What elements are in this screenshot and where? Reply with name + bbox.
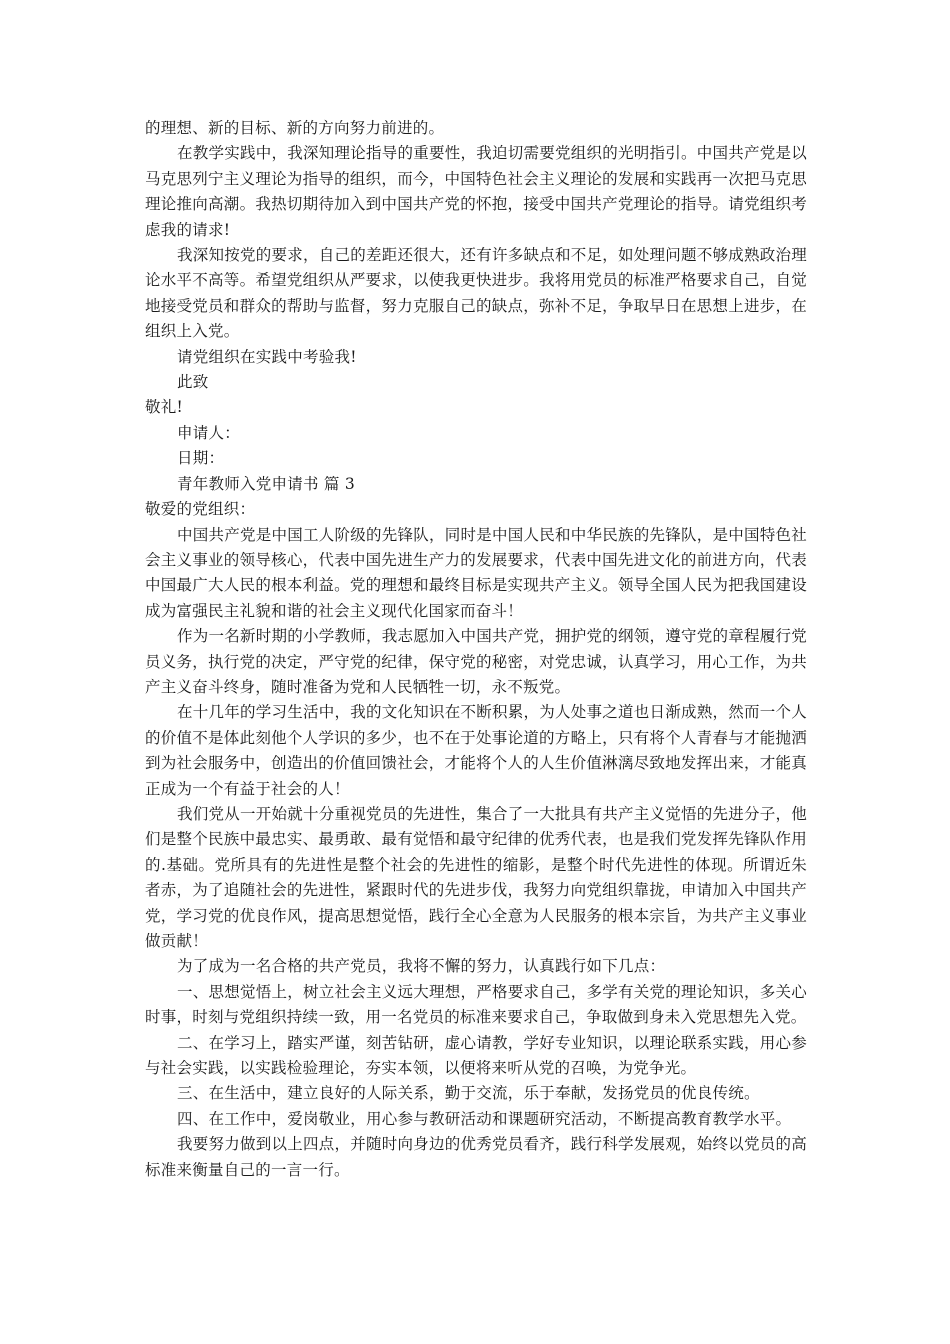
paragraph-teaching-practice: 在教学实践中，我深知理论指导的重要性，我迫切需要党组织的光明指引。中国共产党是以马克思列宁主义理论为指导的组织，而今，中国特色社会主义理论的发展和实践再一次把马克思理论推向高潮。我热切期待加入到中国共产党的怀抱，接受中国共产党理论的指导。请党组织考虑我的请求! xyxy=(145,144,808,239)
list-item-study: 二、在学习上，踏实严谨，刻苦钻研，虚心请教，学好专业知识，以理论联系实践，用心参与社会实践，以实践检验理论，夯实本领，以便将来听从党的召唤，为党争光。 xyxy=(145,1033,808,1078)
paragraph-commitment-intro: 为了成为一名合格的共产党员，我将不懈的努力，认真践行如下几点： xyxy=(177,957,666,976)
closing-regards: 敬礼! xyxy=(145,398,183,417)
applicant-label: 申请人： xyxy=(177,423,241,442)
greeting: 敬爱的党组织： xyxy=(145,500,256,519)
paragraph-self-assessment: 我深知按党的要求，自己的差距还很大，还有许多缺点和不足，如处理问题不够成熟政治理论水平不高等。希望党组织从严要求，以使我更快进步。我将用党员的标准严格要求自己，自觉地接受党员和群众的帮助与监督，努力克服自己的缺点，弥补不足，争取早日在思想上进步，在组织上入党。 xyxy=(145,246,808,341)
date-label: 日期： xyxy=(177,449,225,468)
paragraph-advanced-nature: 我们党从一开始就十分重视党员的先进性，集合了一大批具有共产主义觉悟的先进分子，他们是整个民族中最忠实、最勇敢、最有觉悟和最守纪律的优秀代表，也是我们党发挥先锋队作用的.基础。党所具有的先进性是整个社会的先进性的缩影，是整个时代先进性的体现。所谓近朱者赤，为了追随社会的先进性，紧跟时代的先进步伐，我努力向党组织靠拢，申请加入中国共产党，学习党的优良作风，提高思想觉悟，践行全心全意为人民服务的根本宗旨，为共产主义事业做贡献！ xyxy=(145,804,808,950)
paragraph-party-intro: 中国共产党是中国工人阶级的先锋队，同时是中国人民和中华民族的先锋队，是中国特色社会主义事业的领导核心，代表中国先进生产力的发展要求，代表中国先进文化的前进方向，代表中国最广大人民的根本利益。党的理想和最终目标是实现共产主义。领导全国人民为把我国建设成为富强民主礼貌和谐的社会主义现代化国家而奋斗！ xyxy=(145,525,808,620)
list-item-life: 三、在生活中，建立良好的人际关系，勤于交流，乐于奉献，发扬党员的优良传统。 xyxy=(177,1084,760,1103)
paragraph-pledge: 作为一名新时期的小学教师，我志愿加入中国共产党，拥护党的纲领，遵守党的章程履行党员义务，执行党的决定，严守党的纪律，保守党的秘密，对党忠诚，认真学习，用心工作，为共产主义奋斗终身，随时准备为党和人民牺牲一切，永不叛党。 xyxy=(145,627,808,696)
section-title: 青年教师入党申请书 篇 3 xyxy=(177,474,355,493)
closing-salutation: 此致 xyxy=(177,373,209,392)
request-line: 请党组织在实践中考验我! xyxy=(177,347,357,366)
paragraph-continuation: 的理想、新的目标、新的方向努力前进的。 xyxy=(145,119,445,137)
document-body xyxy=(145,116,807,1183)
list-item-work: 四、在工作中，爱岗敬业，用心参与教研活动和课题研究活动，不断提高教育教学水平。 xyxy=(177,1109,792,1128)
list-item-thought: 一、思想觉悟上，树立社会主义远大理想，严格要求自己，多学有关党的理论知识，多关心时事，时刻与党组织持续一致，用一名党员的标准来要求自己，争取做到身未入党思想先入党。 xyxy=(145,982,808,1027)
paragraph-conclusion: 我要努力做到以上四点，并随时向身边的优秀党员看齐，践行科学发展观，始终以党员的高标准来衡量自己的一言一行。 xyxy=(145,1135,808,1179)
paragraph-personal-growth: 在十几年的学习生活中，我的文化知识在不断积累，为人处事之道也日渐成熟，然而一个人的价值不是体此刻他个人学识的多少，也不在于处事论道的方略上，只有将个人青春与才能抛洒到为社会服务中，创造出的价值回馈社会，才能将个人的人生价值淋漓尽致地发挥出来，才能真正成为一个有益于社会的人！ xyxy=(145,703,808,798)
